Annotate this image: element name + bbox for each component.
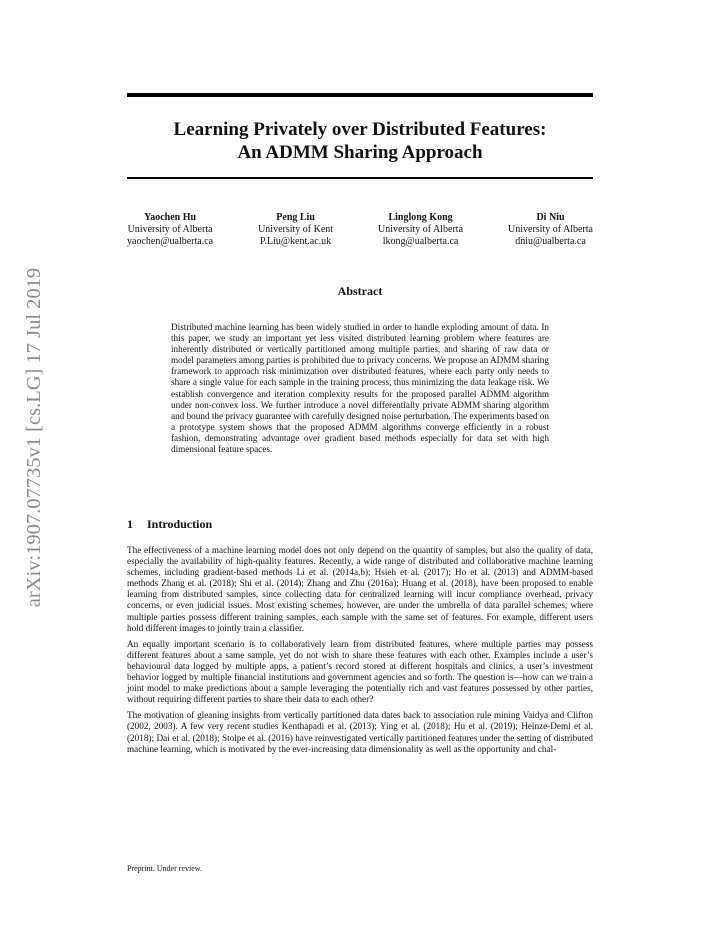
author-email: yaochen@ualberta.ca [127,236,214,247]
author-affiliation: University of Kent [258,224,334,235]
paper-title [127,118,593,164]
author-block [508,212,593,248]
abstract-heading: Abstract [337,284,383,298]
author-email: lkong@ualberta.ca [382,236,459,247]
title-line-1: Learning Privately over Distributed Features: [173,119,547,140]
title-line-2: An ADMM Sharing Approach [237,142,483,163]
title-top-rule [127,93,593,97]
author-name: Di Niu [536,212,565,223]
section-heading-introduction [127,517,212,532]
author-list [127,212,593,248]
author-affiliation: University of Alberta [127,224,213,235]
title-bottom-rule [127,177,593,179]
author-affiliation: University of Alberta [508,224,593,235]
author-block [258,212,333,248]
author-name: Linglong Kong [388,212,453,223]
author-email: dniu@ualberta.ca [515,236,586,247]
author-block [378,212,463,248]
author-affiliation: University of Alberta [378,224,464,235]
author-block [127,212,213,248]
author-name: Yaochen Hu [144,212,197,223]
paragraph: The motivation of gleaning insights from vertically partitioned data dates back to association rule mining Vaidya and Clifton (2002, 2003). A few very recent studies Kenthapadi et al. (2013); Ying et al. (2018); Hu et al. (2019); Heinze-Deml et al. (2018); Dai et al. (2018); Stolpe et al. (2016) have reinvestigated vertically partitioned features under the setting of distributed machine learning, which is motivated by the ever-increasing data dimensionality as well as the opportunity and chal- [127,710,593,754]
introduction-body [127,545,593,760]
arxiv-identifier-text: arXiv:1907.07735v1 [cs.LG] 17 Jul 2019 [23,267,45,608]
section-number: 1 [127,517,133,531]
footer-note: Preprint. Under review. [127,864,203,873]
author-email: P.Liu@kent.ac.uk [260,236,332,247]
abstract-text: Distributed machine learning has been widely studied in order to handle exploding amount of data. In this paper, we study an important yet less visited distributed learning problem where features are inherently distributed or vertically partitioned among multiple parties, and sharing of raw data or model parameters among parties is prohibited due to privacy concerns. We propose an ADMM sharing framework to approach risk minimization over distributed features, where each party only needs to share a single value for each sample in the training process, thus minimizing the data leakage risk. We establish convergence and iteration complexity results for the proposed parallel ADMM algorithm under non-convex loss. We further introduce a novel differentially private ADMM sharing algorithm and bound the privacy guarantee with carefully designed noise perturbation. The experiments based on a prototype system shows that the proposed ADMM algorithms converge efficiently in a robust fashion, demonstrating advantage over gradient based methods especially for data set with high dimensional feature spaces. [171,322,549,455]
section-title: Introduction [147,517,213,531]
paragraph: An equally important scenario is to collaboratively learn from distributed features, where multiple parties may possess different features about a same sample, yet do not wish to share these features with each other. Examples include a user’s behavioural data logged by multiple apps, a patient’s record stored at different hospitals and clinics, a user’s investment behavior logged by multiple financial institutions and government agencies and so forth. The question is—how can we train a joint model to make predictions about a sample leveraging the potentially rich and vast features possessed by other parties, without requiring different parties to share their data to each other? [127,638,593,705]
paragraph: The effectiveness of a machine learning model does not only depend on the quantity of samples, but also the quality of data, especially the availability of high-quality features. Recently, a wide range of distributed and collaborative machine learning schemes, including gradient-based methods Li et al. (2014a,b); Hsieh et al. (2017); Ho et al. (2013) and ADMM-based methods Zhang et al. (2018); Shi et al. (2014); Zhang and Zhu (2016a); Huang et al. (2018), have been proposed to enable learning from distributed samples, since collecting data for centralized learning will incur compliance overhead, privacy concerns, or even judicial issues. Most existing schemes, however, are under the umbrella of data parallel schemes, where multiple parties possess different training samples, each sample with the same set of features. For example, different users hold different images to jointly train a classifier. [127,545,593,633]
arxiv-identifier-stamp [23,240,45,635]
author-name: Peng Liu [276,212,315,223]
